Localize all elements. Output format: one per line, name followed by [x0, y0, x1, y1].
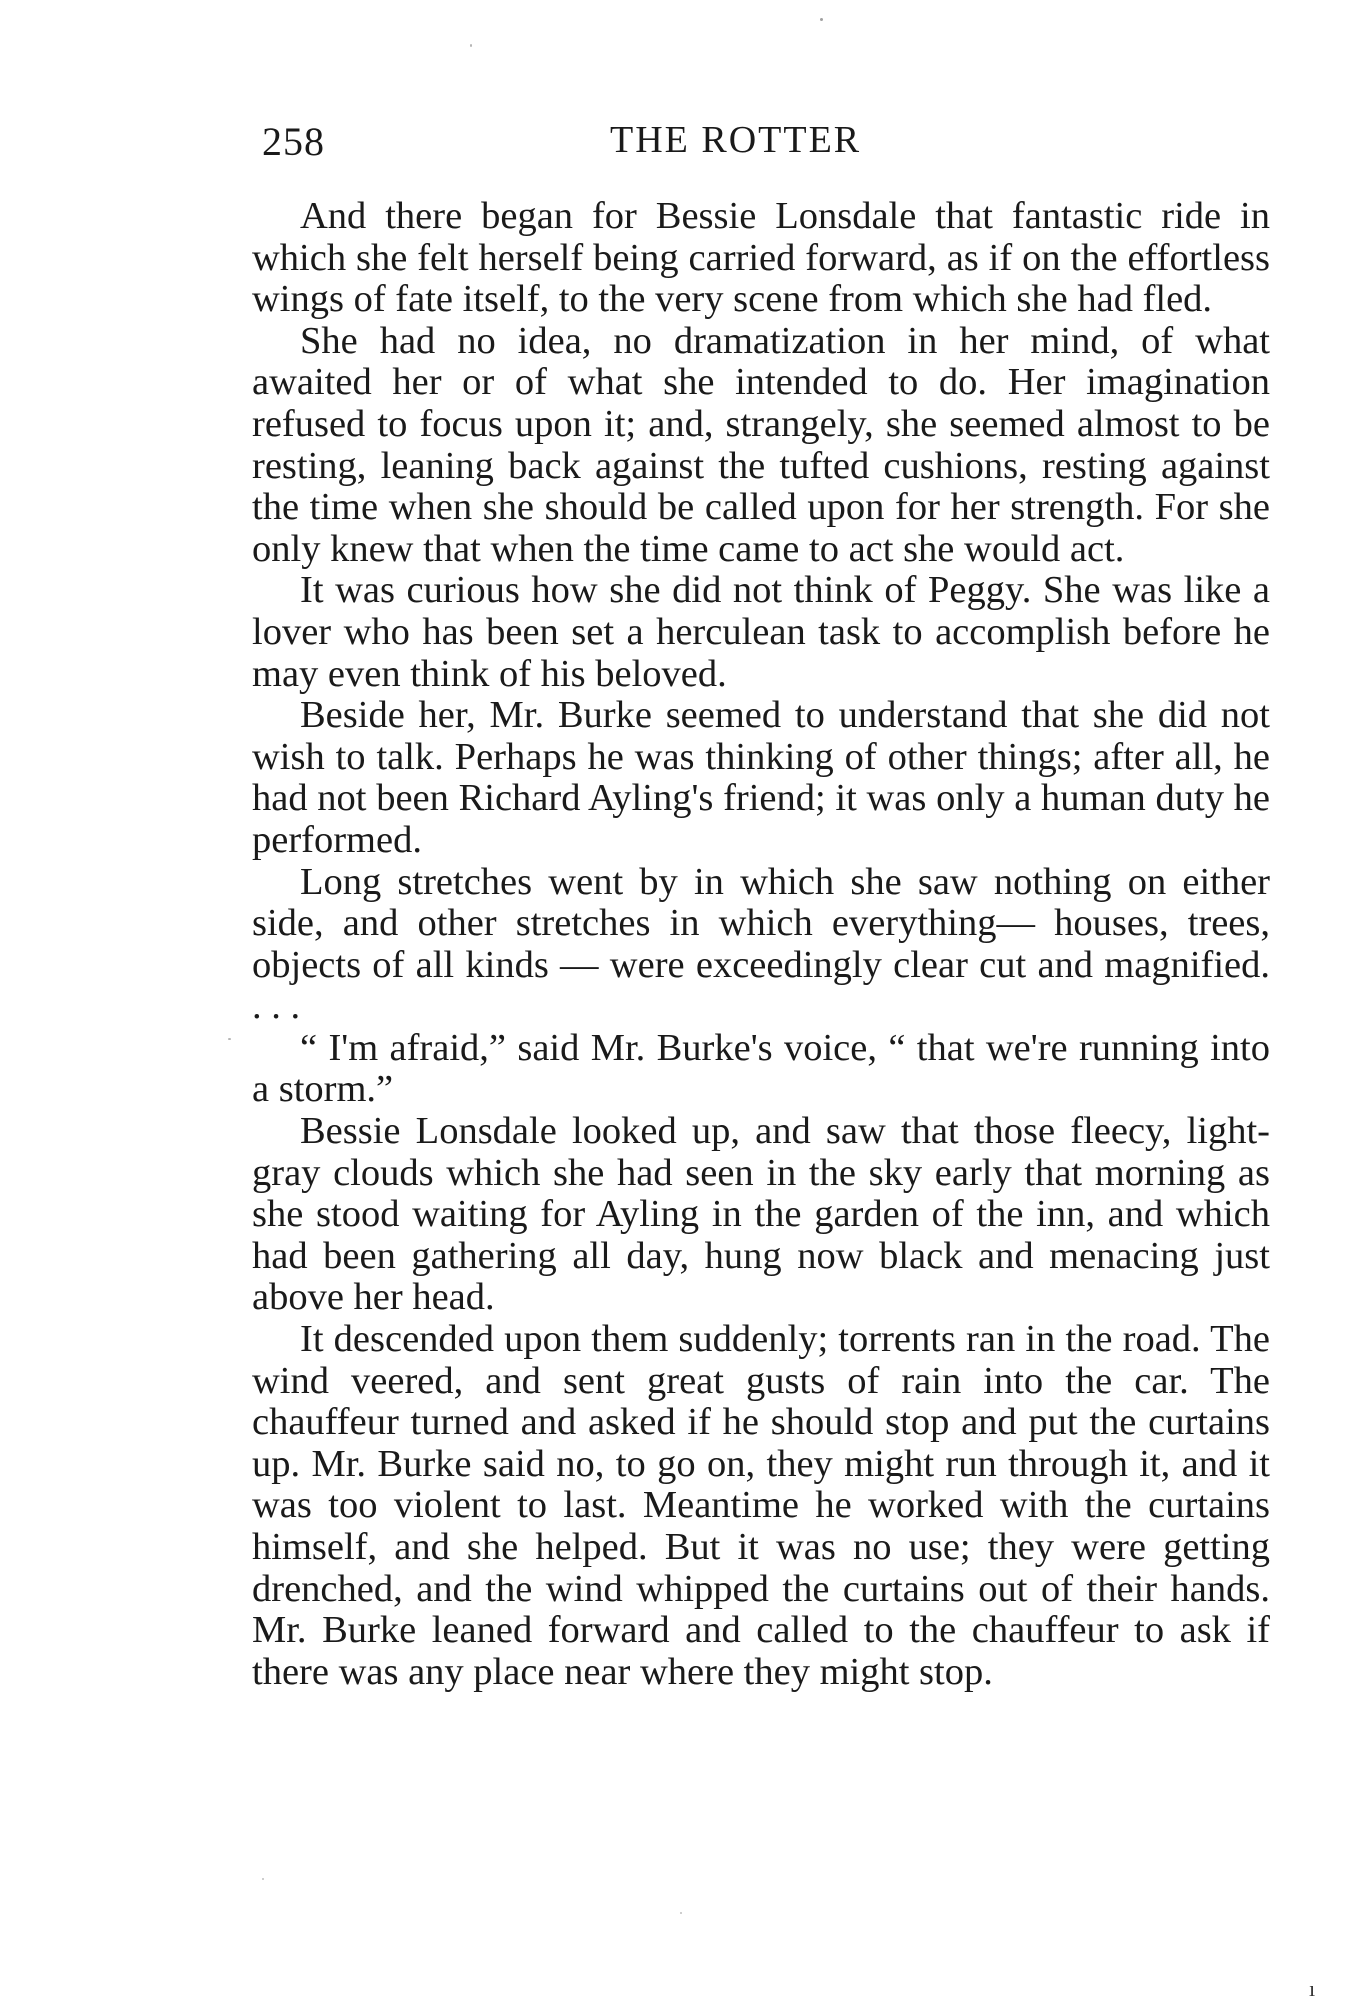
body-text — [252, 196, 1270, 1693]
paragraph-3: It was curious how she did not think of Peggy. She was like a lover who has been set a herculean task to accomplish before he may even think of his beloved. — [252, 569, 1270, 695]
paragraph-1: And there began for Bessie Lonsdale that fantastic ride in which she felt herself being carried forward, as if on the effortless wings of fate itself, to the very scene from which she had fled. — [252, 195, 1270, 321]
paragraph-7: Bessie Lonsdale looked up, and saw that those fleecy, light-gray clouds which she had seen in the sky early that morning as she stood waiting for Ayling in the garden of the inn, and which had been gathering all day, hung now black and menacing just above her head. — [252, 1110, 1270, 1319]
paragraph-8: It descended upon them suddenly; torrents ran in the road. The wind veered, and sent great gusts of rain into the car. The chauffeur turned and asked if he should stop and put the curtains up. Mr. Burke said no, to go on, they might run through it, and it was too violent to last. Meantime he worked with the curtains himself, and she helped. But it was no use; they were getting drenched, and the wind whipped the curtains out of their hands. Mr. Burke leaned forward and called to the chauffeur to ask if there was any place near where they might stop. — [252, 1318, 1270, 1693]
book-title: THE ROTTER — [610, 119, 862, 161]
signature-mark: ı — [1309, 1976, 1316, 2001]
paragraph-5: Long stretches went by in which she saw nothing on either side, and other stretches in which everything— houses, trees, objects of all kinds — were exceedingly clear cut and magnified. . . . — [252, 860, 1270, 1028]
print-speck — [680, 1912, 682, 1914]
print-speck — [820, 18, 823, 21]
page-number: 258 — [262, 119, 325, 164]
paragraph-2: She had no idea, no dramatization in her mind, of what awaited her or of what she intended to do. Her imagination refused to focus upon it; and, strangely, she seemed almost to be resting, leaning back against the tufted cushions, resting against the time when she should be called upon for her strength. For she only knew that when the time came to act she would act. — [252, 319, 1270, 570]
paragraph-4: Beside her, Mr. Burke seemed to understand that she did not wish to talk. Perhaps he was thinking of other things; after all, he had not been Richard Ayling's friend; it was only a human duty he performed. — [252, 694, 1270, 861]
running-head — [262, 118, 1282, 174]
print-speck — [262, 1878, 264, 1880]
print-speck — [228, 1038, 231, 1040]
print-speck — [470, 44, 472, 47]
paragraph-6: “ I'm afraid,” said Mr. Burke's voice, “ that we're running into a storm.” — [252, 1026, 1270, 1111]
